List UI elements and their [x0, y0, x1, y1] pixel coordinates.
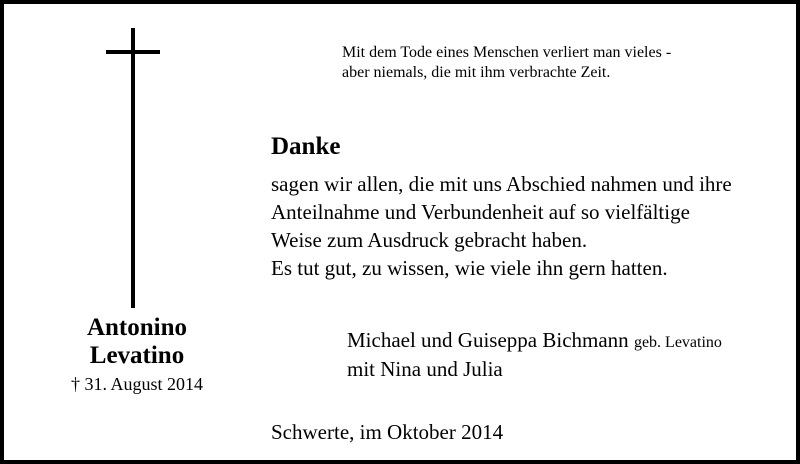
- maiden-name-note: geb. Levatino: [633, 334, 722, 351]
- deceased-first-name: Antonino: [86, 314, 188, 341]
- cross-horizontal-bar: [106, 50, 160, 54]
- quote-line-2: aber niemals, die mit ihm verbrachte Zeit.: [342, 64, 611, 81]
- family-line-1: [347, 327, 787, 356]
- thanks-line-4: Es tut gut, zu wissen, wie viele ihn gern hatten.: [271, 256, 668, 280]
- thanks-heading: Danke: [271, 133, 341, 160]
- cross-icon: [106, 28, 160, 308]
- family-line-2: mit Nina und Julia: [347, 357, 503, 381]
- quote-block: [342, 43, 762, 83]
- thanks-line-1: sagen wir allen, die mit uns Abschied nahmen und ihre: [271, 172, 732, 196]
- thanks-body: [271, 170, 771, 282]
- family-names: Michael und Guiseppa Bichmann: [347, 328, 629, 352]
- family-block: [347, 327, 787, 382]
- place-and-date: Schwerte, im Oktober 2014: [271, 420, 504, 444]
- thanks-line-2: Anteilnahme und Verbundenheit auf so vielfältige: [271, 200, 690, 224]
- quote-line-1: Mit dem Tode eines Menschen verliert man vieles -: [342, 44, 672, 61]
- deceased-last-name: Levatino: [89, 342, 185, 369]
- deceased-block: [30, 314, 244, 396]
- cross-vertical-bar: [131, 28, 135, 308]
- thanks-line-3: Weise zum Ausdruck gebracht haben.: [271, 228, 588, 252]
- death-date: † 31. August 2014: [70, 374, 203, 394]
